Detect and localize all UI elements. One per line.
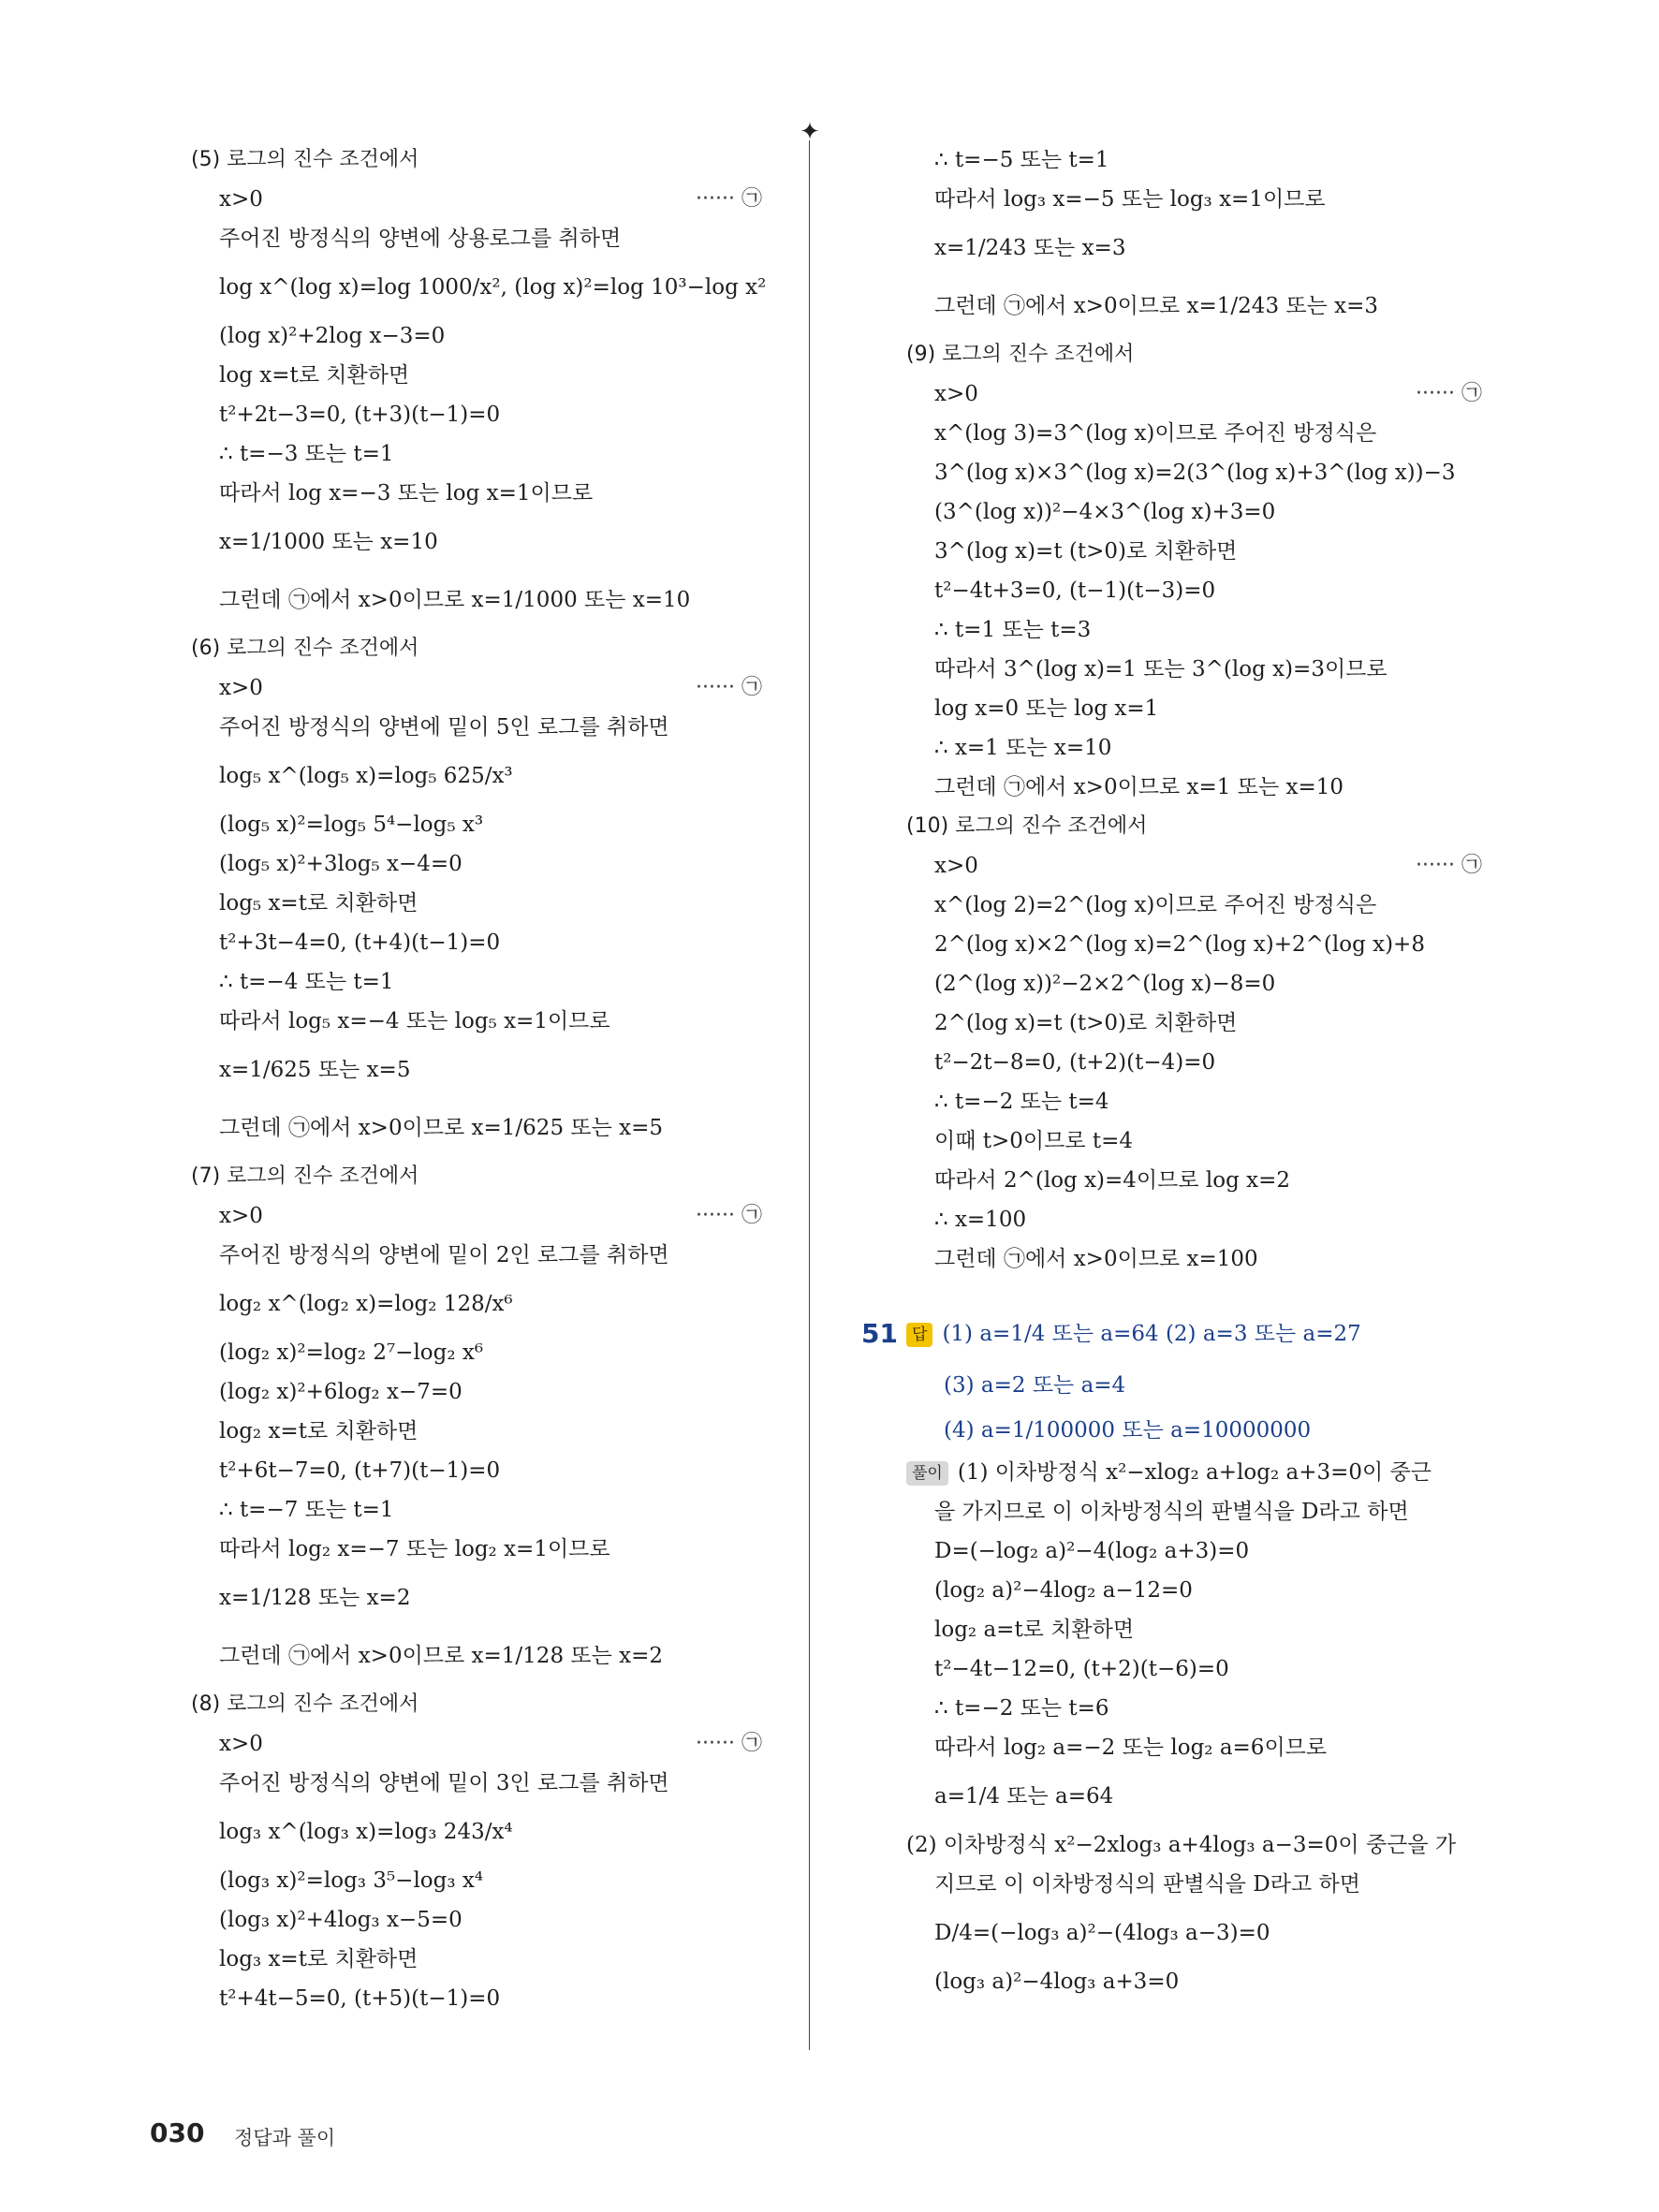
solution-line (934, 728, 1482, 768)
solution-line (219, 708, 762, 747)
line-text: 따라서 log₂ a=−2 또는 log₂ a=6이므로 (934, 1736, 1328, 1760)
line-text: (log x)²+2log x−3=0 (219, 324, 446, 348)
line-text: log₂ x=t로 치환하면 (219, 1419, 418, 1443)
answer-text: (4) a=1/100000 또는 a=10000000 (944, 1418, 1312, 1443)
footer-label: 정답과 풀이 (234, 2127, 336, 2149)
solution-line (219, 316, 762, 356)
solution-line (934, 689, 1482, 728)
line-text: log x=t로 치환하면 (219, 363, 410, 388)
line-text: (6) 로그의 진수 조건에서 (191, 637, 419, 660)
answer-line (861, 1305, 1482, 1363)
condition-marker: ······ ㉠ (696, 676, 762, 699)
line-text: ∴ t=−2 또는 t=4 (934, 1090, 1109, 1114)
left-column (191, 140, 767, 2018)
solution-line (934, 374, 1482, 414)
solution-line (219, 356, 762, 395)
line-text: (log₃ a)²−4log₃ a+3=0 (934, 1970, 1180, 1994)
solution-line (219, 1196, 762, 1236)
line-text: x^(log 2)=2^(log x)이므로 주어진 방정식은 (934, 893, 1377, 917)
solution-line (934, 925, 1482, 964)
solution-line (219, 1940, 762, 1979)
solution-line (934, 610, 1482, 650)
line-text: x>0 (934, 382, 978, 406)
solution-line (934, 1043, 1482, 1082)
line-text: (1) 이차방정식 x²−xlog₂ a+log₂ a+3=0이 중근 (957, 1460, 1431, 1485)
line-text: log₃ x^(log₃ x)=log₃ 243/x⁴ (219, 1820, 513, 1844)
subproblem-heading (191, 629, 762, 668)
line-text: (log₂ a)²−4log₂ a−12=0 (934, 1578, 1193, 1603)
solution-line (219, 395, 762, 434)
line-text: log₂ a=t로 치환하면 (934, 1618, 1135, 1642)
line-text: log₂ x^(log₂ x)=log₂ 128/x⁶ (219, 1292, 513, 1316)
line-text: x=1/243 또는 x=3 (934, 236, 1126, 260)
solution-line (934, 1121, 1482, 1161)
line-text: 을 가지므로 이 이차방정식의 판별식을 D라고 하면 (934, 1500, 1409, 1524)
solution-line (934, 453, 1482, 492)
solution-line (219, 1979, 762, 2018)
solution-line (219, 923, 762, 962)
solution-line (219, 434, 762, 474)
subproblem-heading (906, 335, 1482, 374)
solution-line (934, 532, 1482, 571)
line-text: (2^(log x))²−2×2^(log x)−8=0 (934, 972, 1276, 996)
condition-marker: ······ ㉠ (1416, 382, 1482, 405)
solution-line (934, 492, 1482, 532)
solution-line (934, 964, 1482, 1003)
answer-line (944, 1408, 1482, 1453)
line-text: (3^(log x))²−4×3^(log x)+3=0 (934, 500, 1276, 524)
line-text: x=1/1000 또는 x=10 (219, 530, 438, 554)
solution-line (219, 844, 762, 884)
solution-line (219, 1372, 762, 1412)
line-text: 주어진 방정식의 양변에 밑이 5인 로그를 취하면 (219, 715, 669, 740)
solution-line (219, 474, 762, 513)
line-text: t²+6t−7=0, (t+7)(t−1)=0 (219, 1458, 501, 1483)
solution-line (934, 219, 1482, 277)
solution-line (934, 140, 1482, 180)
solution-line (934, 650, 1482, 689)
solution-line (219, 1569, 762, 1627)
solution-line (219, 1724, 762, 1764)
line-text: (log₂ x)²=log₂ 2⁷−log₂ x⁶ (219, 1340, 484, 1365)
line-text: ∴ t=1 또는 t=3 (934, 618, 1092, 642)
line-text: (2) 이차방정식 x²−2xlog₃ a+4log₃ a−3=0이 중근을 가 (906, 1833, 1457, 1857)
solution-line (219, 1412, 762, 1451)
solution-line (934, 1492, 1482, 1531)
line-text: x>0 (219, 187, 263, 212)
line-text: log₅ x^(log₅ x)=log₅ 625/x³ (219, 764, 513, 788)
solution-line (219, 884, 762, 923)
solution-line (906, 1825, 1482, 1865)
line-text: 그런데 ㉠에서 x>0이므로 x=1/1000 또는 x=10 (219, 588, 691, 612)
line-text: log₅ x=t로 치환하면 (219, 891, 418, 916)
solution-line (219, 805, 762, 844)
solution-line (219, 1275, 762, 1333)
solution-line (934, 1610, 1482, 1649)
line-text: 주어진 방정식의 양변에 상용로그를 취하면 (219, 227, 622, 251)
condition-marker: ······ ㉠ (1416, 854, 1482, 877)
solution-line (934, 1003, 1482, 1043)
line-text: t²+3t−4=0, (t+4)(t−1)=0 (219, 930, 501, 955)
solution-line (219, 1764, 762, 1803)
line-text: 그런데 ㉠에서 x>0이므로 x=1/243 또는 x=3 (934, 294, 1379, 318)
solution-line (934, 1904, 1482, 1962)
solution-line (934, 1161, 1482, 1200)
solution-line (934, 1767, 1482, 1825)
line-text: x=1/128 또는 x=2 (219, 1586, 411, 1610)
solution-line (906, 1453, 1482, 1492)
solution-line (219, 1002, 762, 1041)
line-text: 그런데 ㉠에서 x>0이므로 x=1 또는 x=10 (934, 775, 1343, 799)
solution-line (934, 1962, 1482, 2001)
line-text: (9) 로그의 진수 조건에서 (906, 343, 1135, 366)
line-text: log x^(log x)=log 1000/x², (log x)²=log 10³−log x² (219, 275, 767, 300)
solution-line (934, 886, 1482, 925)
line-text: t²−4t−12=0, (t+2)(t−6)=0 (934, 1657, 1229, 1681)
line-text: 그런데 ㉠에서 x>0이므로 x=100 (934, 1247, 1258, 1271)
condition-marker: ······ ㉠ (696, 1204, 762, 1227)
line-text: (8) 로그의 진수 조건에서 (191, 1692, 419, 1716)
line-text: x>0 (934, 854, 978, 878)
subproblem-heading (191, 1157, 762, 1196)
line-text: 따라서 log₂ x=−7 또는 log₂ x=1이므로 (219, 1537, 610, 1561)
line-text: ∴ t=−5 또는 t=1 (934, 148, 1109, 172)
line-text: t²−4t+3=0, (t−1)(t−3)=0 (934, 579, 1216, 603)
line-text: x>0 (219, 1204, 263, 1228)
line-text: x=1/625 또는 x=5 (219, 1058, 411, 1082)
solution-line (219, 1099, 762, 1157)
solution-line (934, 1239, 1482, 1279)
answer-text: (1) a=1/4 또는 a=64 (2) a=3 또는 a=27 (942, 1322, 1361, 1346)
problem-51-block (861, 1305, 1482, 2001)
solution-line (219, 180, 762, 219)
divider-ornament-icon: ✦ (800, 118, 820, 146)
solution-line (934, 846, 1482, 886)
line-text: x^(log 3)=3^(log x)이므로 주어진 방정식은 (934, 421, 1377, 446)
line-text: 3^(log x)×3^(log x)=2(3^(log x)+3^(log x))−3 (934, 461, 1456, 485)
subproblem-heading (191, 140, 762, 180)
problem-number: 51 (861, 1318, 898, 1349)
solution-line (934, 571, 1482, 610)
spacer (906, 1279, 1482, 1305)
subproblem-heading (191, 1685, 762, 1724)
line-text: (7) 로그의 진수 조건에서 (191, 1165, 419, 1188)
line-text: ∴ t=−2 또는 t=6 (934, 1696, 1109, 1721)
solution-line (934, 1531, 1482, 1571)
line-text: (log₅ x)²=log₅ 5⁴−log₅ x³ (219, 813, 484, 837)
line-text: t²−2t−8=0, (t+2)(t−4)=0 (934, 1050, 1216, 1075)
line-text: D=(−log₂ a)²−4(log₂ a+3)=0 (934, 1539, 1250, 1563)
line-text: D/4=(−log₃ a)²−(4log₃ a−3)=0 (934, 1921, 1270, 1945)
condition-marker: ······ ㉠ (696, 1732, 762, 1755)
solution-line (934, 277, 1482, 335)
solution-line (934, 1200, 1482, 1239)
line-text: 따라서 2^(log x)=4이므로 log x=2 (934, 1168, 1291, 1193)
line-text: log₃ x=t로 치환하면 (219, 1947, 418, 1971)
line-text: (log₃ x)²=log₃ 3⁵−log₃ x⁴ (219, 1868, 484, 1893)
solution-line (219, 1236, 762, 1275)
line-text: (10) 로그의 진수 조건에서 (906, 814, 1148, 838)
page-number: 030 (150, 2117, 205, 2148)
line-text: log x=0 또는 log x=1 (934, 696, 1159, 721)
solution-line (219, 1333, 762, 1372)
line-text: 3^(log x)=t (t>0)로 치환하면 (934, 539, 1238, 564)
line-text: (log₂ x)²+6log₂ x−7=0 (219, 1380, 462, 1404)
answer-badge: 답 (906, 1323, 932, 1347)
line-text: (5) 로그의 진수 조건에서 (191, 148, 419, 171)
solution-line (219, 219, 762, 258)
line-text: 2^(log x)×2^(log x)=2^(log x)+2^(log x)+8 (934, 932, 1425, 957)
subproblem-heading (906, 807, 1482, 846)
line-text: ∴ t=−4 또는 t=1 (219, 970, 394, 994)
line-text: a=1/4 또는 a=64 (934, 1784, 1114, 1809)
solution-line (219, 962, 762, 1002)
answer-text: (3) a=2 또는 a=4 (944, 1373, 1126, 1398)
line-text: ∴ x=1 또는 x=10 (934, 736, 1112, 760)
line-text: 2^(log x)=t (t>0)로 치환하면 (934, 1011, 1238, 1035)
solution-line (934, 1571, 1482, 1610)
line-text: 지므로 이 이차방정식의 판별식을 D라고 하면 (934, 1872, 1360, 1897)
line-text: 주어진 방정식의 양변에 밑이 2인 로그를 취하면 (219, 1243, 669, 1267)
line-text: 따라서 log₅ x=−4 또는 log₅ x=1이므로 (219, 1009, 610, 1033)
line-text: ∴ x=100 (934, 1208, 1027, 1232)
solution-line (219, 1451, 762, 1490)
solution-line (219, 571, 762, 629)
solution-line (934, 180, 1482, 219)
line-text: 그런데 ㉠에서 x>0이므로 x=1/128 또는 x=2 (219, 1644, 664, 1668)
solution-line (219, 513, 762, 571)
solution-line (219, 668, 762, 708)
line-text: 따라서 log₃ x=−5 또는 log₃ x=1이므로 (934, 187, 1326, 212)
solution-badge: 풀이 (906, 1461, 948, 1486)
line-text: 그런데 ㉠에서 x>0이므로 x=1/625 또는 x=5 (219, 1116, 664, 1140)
line-text: x>0 (219, 1732, 263, 1756)
line-text: t²+4t−5=0, (t+5)(t−1)=0 (219, 1986, 501, 2011)
right-column (861, 140, 1482, 2001)
solution-line (934, 1649, 1482, 1689)
solution-line (219, 1861, 762, 1900)
line-text: 따라서 log x=−3 또는 log x=1이므로 (219, 481, 594, 505)
line-text: t²+2t−3=0, (t+3)(t−1)=0 (219, 403, 501, 427)
solution-line (219, 1041, 762, 1099)
solution-line (934, 768, 1482, 807)
solution-line (219, 747, 762, 805)
solution-line (219, 1900, 762, 1940)
solution-line (934, 1728, 1482, 1767)
answer-line (944, 1363, 1482, 1408)
solution-line (934, 1865, 1482, 1904)
solution-line (219, 1490, 762, 1530)
column-divider (809, 140, 810, 2050)
line-text: (log₅ x)²+3log₅ x−4=0 (219, 852, 462, 876)
condition-marker: ······ ㉠ (696, 187, 762, 211)
solution-line (934, 414, 1482, 453)
solution-line (219, 1803, 762, 1861)
line-text: x>0 (219, 676, 263, 700)
solution-line (219, 1627, 762, 1685)
solution-line (219, 258, 767, 316)
solution-line (934, 1082, 1482, 1121)
line-text: 주어진 방정식의 양변에 밑이 3인 로그를 취하면 (219, 1771, 669, 1795)
line-text: 따라서 3^(log x)=1 또는 3^(log x)=3이므로 (934, 657, 1387, 681)
line-text: 이때 t>0이므로 t=4 (934, 1129, 1134, 1153)
line-text: (log₃ x)²+4log₃ x−5=0 (219, 1908, 462, 1932)
line-text: ∴ t=−7 또는 t=1 (219, 1498, 394, 1522)
solution-line (934, 1689, 1482, 1728)
line-text: ∴ t=−3 또는 t=1 (219, 442, 394, 466)
solution-line (219, 1530, 762, 1569)
